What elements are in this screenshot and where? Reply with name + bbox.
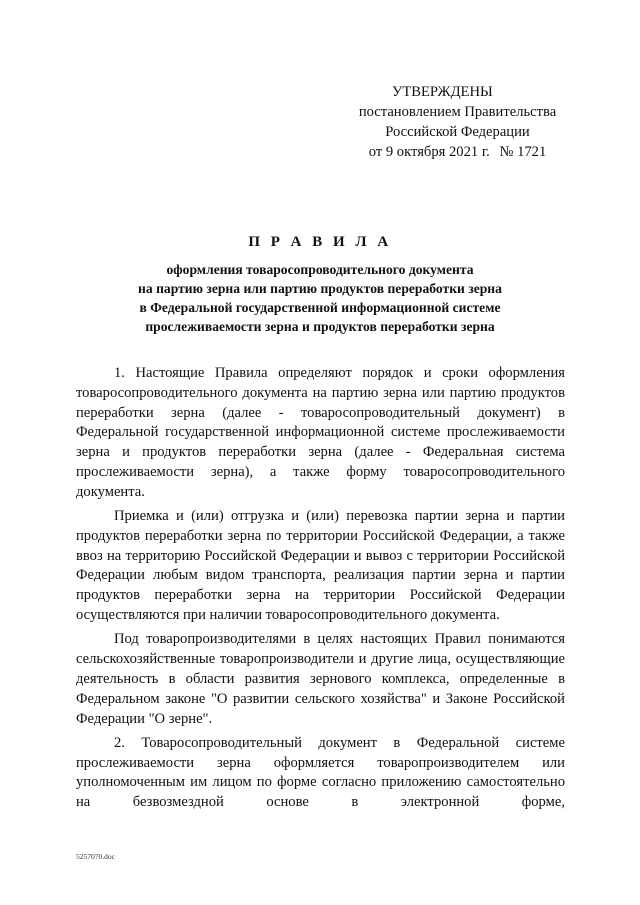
paragraph-2: Приемка и (или) отгрузка и (или) перевозка партии зерна и партии продуктов переработки зерна по территории Российской Федерации, а также ввоз на территорию Российской Федерации и вывоз с территории Российской Федерации любым видом транспорта, реализация партии зерна и партии продуктов переработки зерна на территории Российской Федерации осуществляются при наличии товаросопроводительного документа.: [76, 508, 565, 624]
subtitle-line: прослеживаемости зерна и продуктов переработки зерна: [145, 319, 495, 334]
approval-number-sign: №: [499, 144, 514, 160]
footer-filename: 5257070.doc: [76, 852, 115, 861]
approval-heading: УТВЕРЖДЕНЫ: [392, 84, 493, 100]
approval-date-line: [340, 142, 575, 162]
document-title: П Р А В И Л А: [248, 234, 392, 250]
approval-block: [340, 82, 575, 162]
document-body: [76, 364, 565, 813]
approval-government-line: Российской Федерации: [385, 124, 530, 140]
approval-date: от 9 октября 2021 г.: [368, 144, 490, 160]
approval-number: 1721: [517, 144, 547, 160]
subtitle-line: в Федеральной государственной информационной системе: [139, 300, 501, 315]
approval-resolution-line: постановлением Правительства: [358, 104, 557, 120]
document-subtitle: [70, 260, 570, 336]
paragraph-3: Под товаропроизводителями в целях настоящих Правил понимаются сельскохозяйственные товаропроизводители и другие лица, осуществляющие деятельность в области развития зернового комплекса, определенные в Федеральном законе "О развитии сельского хозяйства" и Законе Российской Федерации "О зерне".: [76, 631, 565, 727]
subtitle-line: оформления товаросопроводительного документа: [166, 262, 474, 277]
paragraph-4: 2. Товаросопроводительный документ в Федеральной системе прослеживаемости зерна оформляется товаропроизводителем или уполномоченным им лицом по форме согласно приложению самостоятельно на безвозмездной основе в электронной форме,: [76, 734, 565, 811]
title-block: [70, 232, 570, 336]
paragraph-1: 1. Настоящие Правила определяют порядок и сроки оформления товаросопроводительного документа на партию зерна или партию продуктов переработки зерна (далее - товаросопроводительный документ) в Федеральной государственной информационной системе прослеживаемости зерна и продуктов переработки зерна (далее - Федеральная система прослеживаемости зерна), а также форму товаросопроводительного документа.: [76, 365, 565, 500]
subtitle-line: на партию зерна или партию продуктов переработки зерна: [138, 281, 502, 296]
